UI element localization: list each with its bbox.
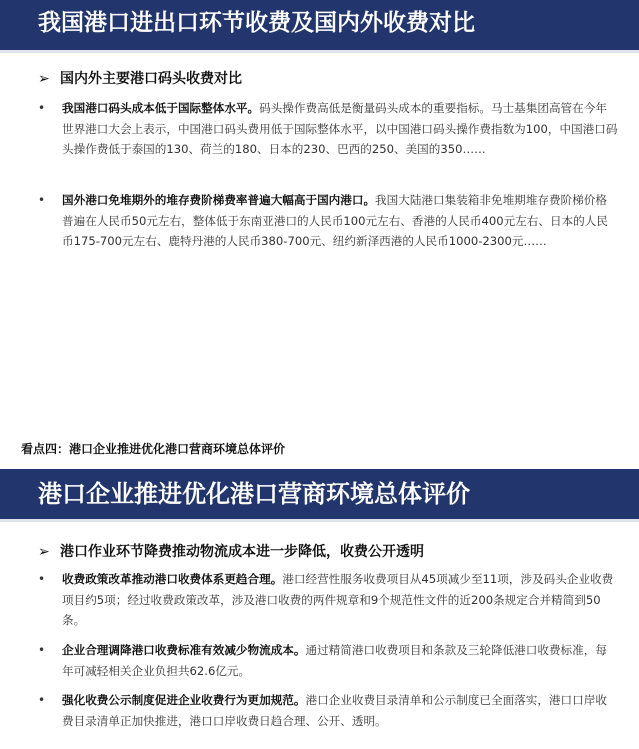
arrow-bullet-icon: ➢ [38,71,50,87]
bottom-bullet-3-text: 港口企业收费目录清单和公示制度已全面落实，港口口岸收费目录清单正加快推进，港口口岸收费日趋合理、公开、透明。 [62,693,607,728]
bottom-bullet-1-lead: 收费政策改革推动港口收费体系更趋合理。 [62,572,283,586]
section-caption: 看点四：港口企业推进优化港口营商环境总体评价 [21,442,286,456]
top-bullet-1 [38,98,618,160]
bottom-bullet-2 [38,640,618,681]
bottom-banner-accent [0,519,639,522]
top-banner-title: 我国港口进出口环节收费及国内外收费对比 [38,10,475,36]
bullet-dot-icon: • [38,693,46,707]
bottom-heading-text: 港口作业环节降费推动物流成本进一步降低，收费公开透明 [60,544,424,560]
arrow-bullet-icon: ➢ [38,544,50,560]
top-heading-text: 国内外主要港口码头收费对比 [60,71,242,87]
top-bullet-2-lead: 国外港口免堆期外的堆存费阶梯费率普遍大幅高于国内港口。 [62,193,376,207]
top-bullet-2-text: 我国大陆港口集装箱非免堆期堆存费阶梯价格普遍在人民币50元左右，整体低于东南亚港口的人民币100元左右、香港的人民币400元左右、日本的人民币175-700元左右、鹿特丹港的人民币380-700元、纽约新泽西港的人民币1000-2300元…… [62,193,608,249]
bottom-banner [0,469,639,519]
bullet-dot-icon: • [38,643,46,657]
top-bullet-1-text: 码头操作费高低是衡量码头成本的重要指标。马士基集团高管在今年世界港口大会上表示，中国港口码头费用低于国际整体水平，以中国港口码头操作费指数为100，中国港口码头操作费低于泰国的130、荷兰的180、日本的230、巴西的250、美国的350…… [62,101,618,157]
bottom-bullet-3-lead: 强化收费公示制度促进企业收费行为更加规范。 [62,693,306,707]
top-bullet-1-lead: 我国港口码头成本低于国际整体水平。 [62,101,260,115]
top-banner-accent [0,50,639,53]
bullet-dot-icon: • [38,101,46,115]
bottom-bullet-1-text: 港口经营性服务收费项目从45项减少至11项，涉及码头企业收费项目约5项；经过收费政策改革，涉及港口收费的两件规章和9个规范性文件的近200条规定合并精简到50条。 [62,572,614,628]
bottom-bullet-2-text: 通过精简港口收费项目和条款及三轮降低港口收费标准，每年可减轻相关企业负担共62.6亿元。 [62,643,607,678]
top-bullet-2 [38,190,618,252]
bottom-section-heading [38,541,424,561]
bullet-dot-icon: • [38,193,46,207]
bottom-bullet-1 [38,569,618,631]
top-banner [0,0,639,50]
bottom-bullet-2-lead: 企业合理调降港口收费标准有效减少物流成本。 [62,643,306,657]
bottom-banner-title: 港口企业推进优化港口营商环境总体评价 [38,480,470,508]
top-section-heading [38,68,242,88]
bottom-bullet-3 [38,690,618,731]
bullet-dot-icon: • [38,572,46,586]
